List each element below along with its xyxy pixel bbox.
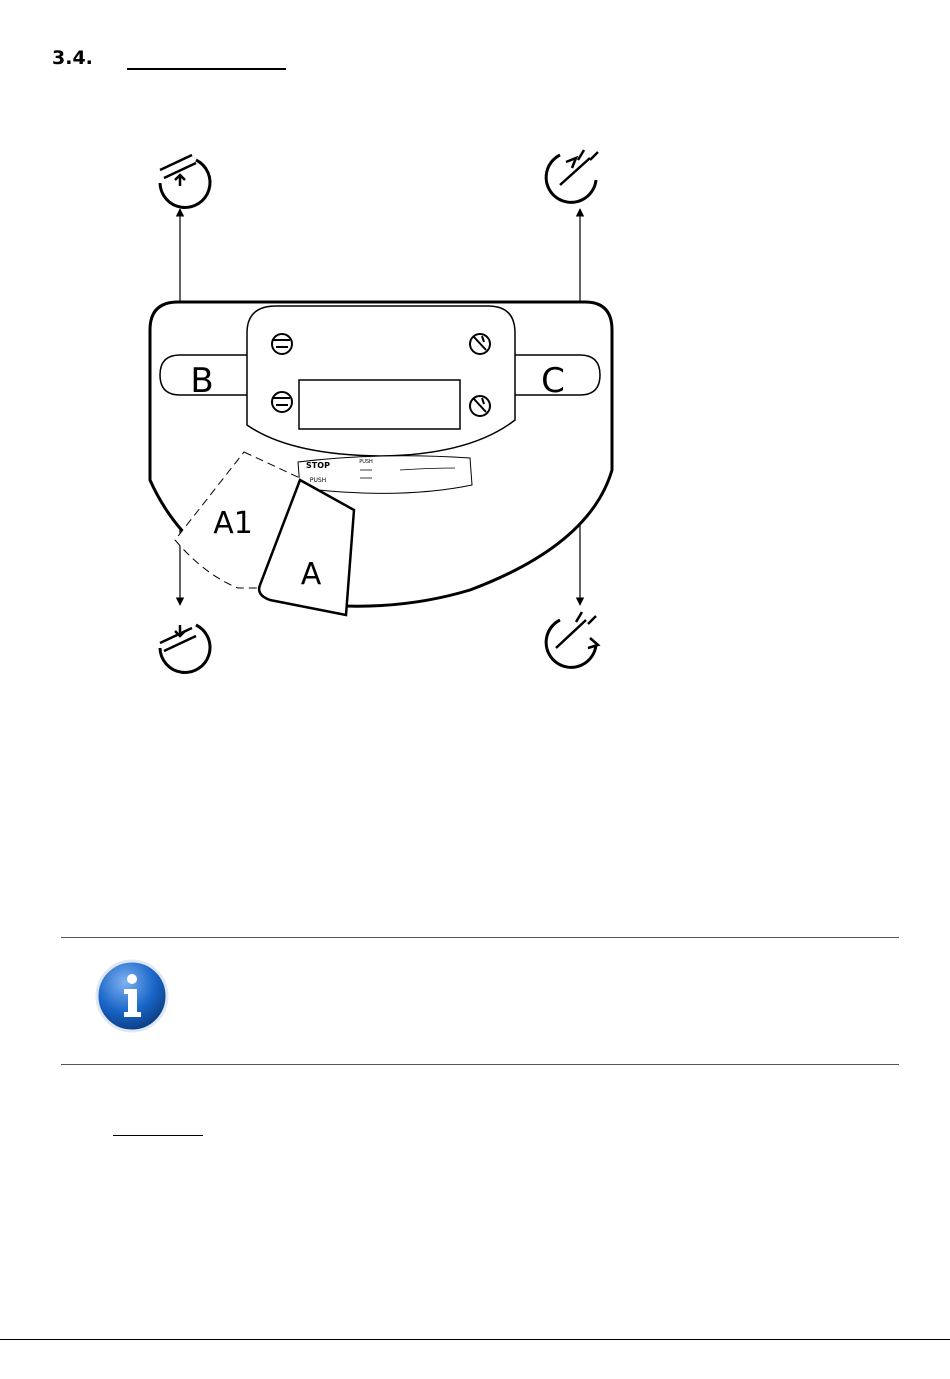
backrest-back-icon [546, 612, 598, 667]
push-small-label: PUSH [359, 459, 373, 465]
info-icon [94, 958, 170, 1034]
button-b [160, 355, 248, 401]
chair-down-icon [160, 625, 210, 672]
note-top-rule [61, 937, 899, 938]
label-b: B [190, 361, 214, 401]
chair-up-icon [160, 155, 210, 207]
label-a1: A1 [213, 506, 253, 541]
label-c: C [541, 361, 565, 401]
push-label: PUSH [309, 477, 327, 484]
backrest-forward-icon [546, 150, 598, 202]
subheading-underline [113, 1135, 203, 1136]
note-bottom-rule [61, 1064, 899, 1065]
footer-rule [0, 1339, 950, 1340]
section-number: 3.4. [52, 47, 93, 69]
stop-label: STOP [306, 461, 330, 470]
label-a: A [300, 557, 322, 592]
lcd-display [299, 380, 460, 429]
button-c [514, 355, 600, 401]
